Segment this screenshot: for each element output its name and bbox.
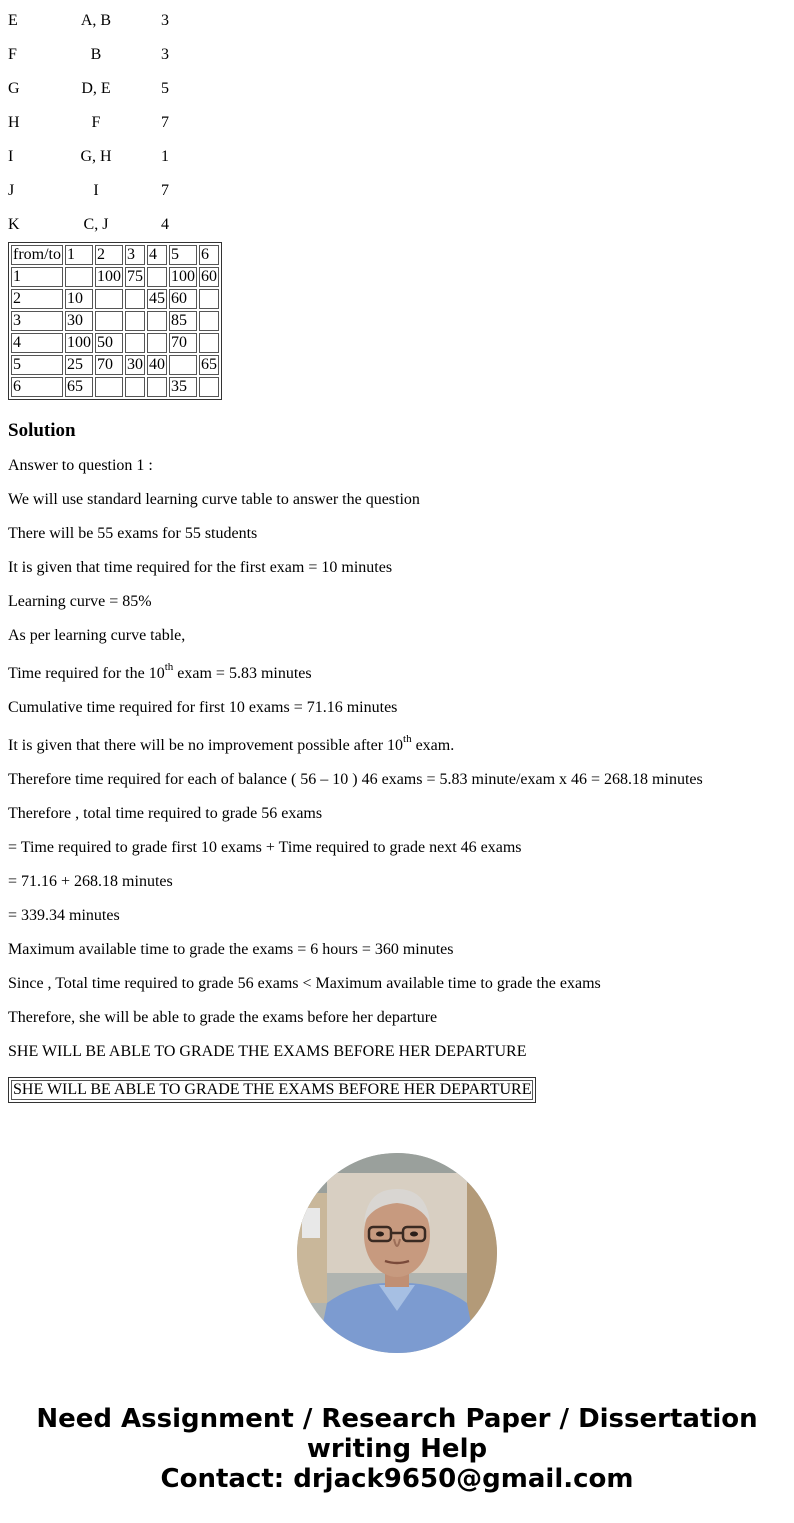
solution-line: Since , Total time required to grade 56 exams < Maximum available time to grade the exams — [8, 975, 601, 992]
activity-time: 5 — [161, 80, 169, 97]
activity-name: K — [8, 216, 20, 233]
activity-time: 7 — [161, 114, 169, 131]
table-row — [11, 267, 219, 287]
activity-time: 4 — [161, 216, 169, 233]
ordinal-suffix: th — [403, 732, 412, 745]
solution-heading: Solution — [8, 420, 76, 441]
table-cell — [125, 289, 145, 309]
table-cell: 100 — [171, 268, 195, 285]
table-cell: 30 — [127, 356, 143, 373]
activity-row — [8, 136, 788, 170]
table-cell: 5 — [11, 355, 63, 375]
table-cell — [199, 377, 219, 397]
table-cell: 6 — [199, 245, 219, 265]
table-cell — [95, 377, 123, 397]
table-cell: 60 — [201, 268, 217, 285]
table-cell: 85 — [169, 311, 197, 331]
table-cell: 1 — [65, 245, 93, 265]
activity-time: 3 — [161, 12, 169, 29]
document-body — [8, 0, 788, 1103]
solution-line — [8, 645, 788, 683]
activity-row — [8, 0, 788, 34]
table-cell: 2 — [95, 245, 123, 265]
activity-predecessors: G, H — [80, 148, 112, 165]
solution-line: Answer to question 1 : — [8, 457, 153, 474]
solution-line-text: Time required for the 10 — [8, 665, 165, 682]
table-cell — [125, 377, 145, 397]
activity-row — [8, 204, 788, 238]
activity-name: E — [8, 12, 18, 29]
solution-line: Learning curve = 85% — [8, 593, 152, 610]
table-cell: 35 — [169, 377, 197, 397]
solution-line: There will be 55 exams for 55 students — [8, 525, 258, 542]
activity-time: 3 — [161, 46, 169, 63]
table-cell: 3 — [11, 311, 63, 331]
table-cell: 30 — [65, 311, 93, 331]
table-cell: 50 — [95, 333, 123, 353]
activity-time: 7 — [161, 182, 169, 199]
solution-line — [8, 717, 788, 755]
activity-predecessors: B — [90, 46, 102, 63]
table-cell — [199, 289, 219, 309]
activity-time: 1 — [161, 148, 169, 165]
solution-line: Therefore, she will be able to grade the exams before her departure — [8, 1009, 438, 1026]
table-cell — [147, 333, 167, 353]
table-cell: 4 — [147, 245, 167, 265]
table-cell: 5 — [169, 245, 197, 265]
table-cell: 65 — [201, 356, 217, 373]
table-cell — [95, 289, 123, 309]
table-cell — [147, 267, 167, 287]
table-cell: 70 — [169, 333, 197, 353]
table-cell — [125, 333, 145, 353]
activity-predecessors: A, B — [80, 12, 112, 29]
table-cell: 100 — [67, 334, 91, 351]
solution-line: Cumulative time required for first 10 exams = 71.16 minutes — [8, 699, 398, 716]
activity-predecessors: F — [91, 114, 101, 131]
table-cell — [125, 311, 145, 331]
table-row — [11, 311, 219, 331]
table-cell — [147, 377, 167, 397]
activity-row — [8, 68, 788, 102]
boxed-answer-text: SHE WILL BE ABLE TO GRADE THE EXAMS BEFORE HER DEPARTURE — [13, 1081, 532, 1098]
table-row — [11, 355, 219, 375]
table-header-row — [11, 245, 219, 265]
table-cell — [169, 355, 197, 375]
table-cell: 2 — [11, 289, 63, 309]
author-avatar — [297, 1153, 497, 1353]
activity-name: I — [8, 148, 14, 165]
promo-banner — [0, 1404, 794, 1494]
table-cell — [199, 333, 219, 353]
table-cell — [95, 311, 123, 331]
table-row — [11, 289, 219, 309]
table-cell — [65, 267, 93, 287]
activity-predecessors: I — [93, 182, 99, 199]
distance-table — [8, 242, 222, 400]
table-cell: 75 — [127, 268, 143, 285]
table-cell: 25 — [65, 355, 93, 375]
activity-name: G — [8, 80, 20, 97]
solution-line: = Time required to grade first 10 exams + Time required to grade next 46 exams — [8, 839, 522, 856]
solution-line-text: exam. — [411, 737, 455, 754]
activity-predecessors: C, J — [83, 216, 109, 233]
predecessor-list — [8, 0, 788, 238]
table-cell: 3 — [125, 245, 145, 265]
table-cell: 65 — [65, 377, 93, 397]
activity-row — [8, 102, 788, 136]
promo-line: writing Help — [306, 1434, 488, 1464]
promo-line: Need Assignment / Research Paper / Dissertation — [36, 1404, 758, 1434]
activity-predecessors: D, E — [81, 80, 111, 97]
table-cell: 100 — [97, 268, 121, 285]
author-portrait-image — [297, 1153, 497, 1353]
solution-line-text: exam = 5.83 minutes — [173, 665, 312, 682]
solution-line: Maximum available time to grade the exams = 6 hours = 360 minutes — [8, 941, 454, 958]
solution-line: = 71.16 + 268.18 minutes — [8, 873, 173, 890]
table-cell — [199, 311, 219, 331]
table-cell: 45 — [149, 290, 165, 307]
solution-line: As per learning curve table, — [8, 627, 186, 644]
solution-line: We will use standard learning curve table to answer the question — [8, 491, 420, 508]
table-row — [11, 333, 219, 353]
table-row — [11, 377, 219, 397]
boxed-answer — [8, 1077, 536, 1103]
table-cell: 60 — [169, 289, 197, 309]
activity-name: F — [8, 46, 17, 63]
solution-line: It is given that time required for the first exam = 10 minutes — [8, 559, 393, 576]
activity-row — [8, 34, 788, 68]
table-cell — [147, 311, 167, 331]
table-cell: 4 — [11, 333, 63, 353]
table-cell: 70 — [95, 355, 123, 375]
activity-name: J — [8, 182, 15, 199]
table-cell: 40 — [149, 356, 165, 373]
solution-line: Therefore time required for each of balance ( 56 – 10 ) 46 exams = 5.83 minute/exam x 46 = 268.18 minutes — [8, 771, 703, 788]
promo-contact: Contact: drjack9650@gmail.com — [160, 1464, 634, 1494]
table-cell: from/to — [13, 246, 61, 263]
table-cell: 1 — [11, 267, 63, 287]
solution-line: Therefore , total time required to grade 56 exams — [8, 805, 323, 822]
activity-name: H — [8, 114, 20, 131]
solution-line: SHE WILL BE ABLE TO GRADE THE EXAMS BEFORE HER DEPARTURE — [8, 1043, 527, 1060]
table-cell: 10 — [65, 289, 93, 309]
ordinal-suffix: th — [164, 660, 174, 673]
activity-row — [8, 170, 788, 204]
solution-line: = 339.34 minutes — [8, 907, 120, 924]
table-cell: 6 — [11, 377, 63, 397]
solution-line-text: It is given that there will be no improvement possible after 10 — [8, 737, 404, 754]
